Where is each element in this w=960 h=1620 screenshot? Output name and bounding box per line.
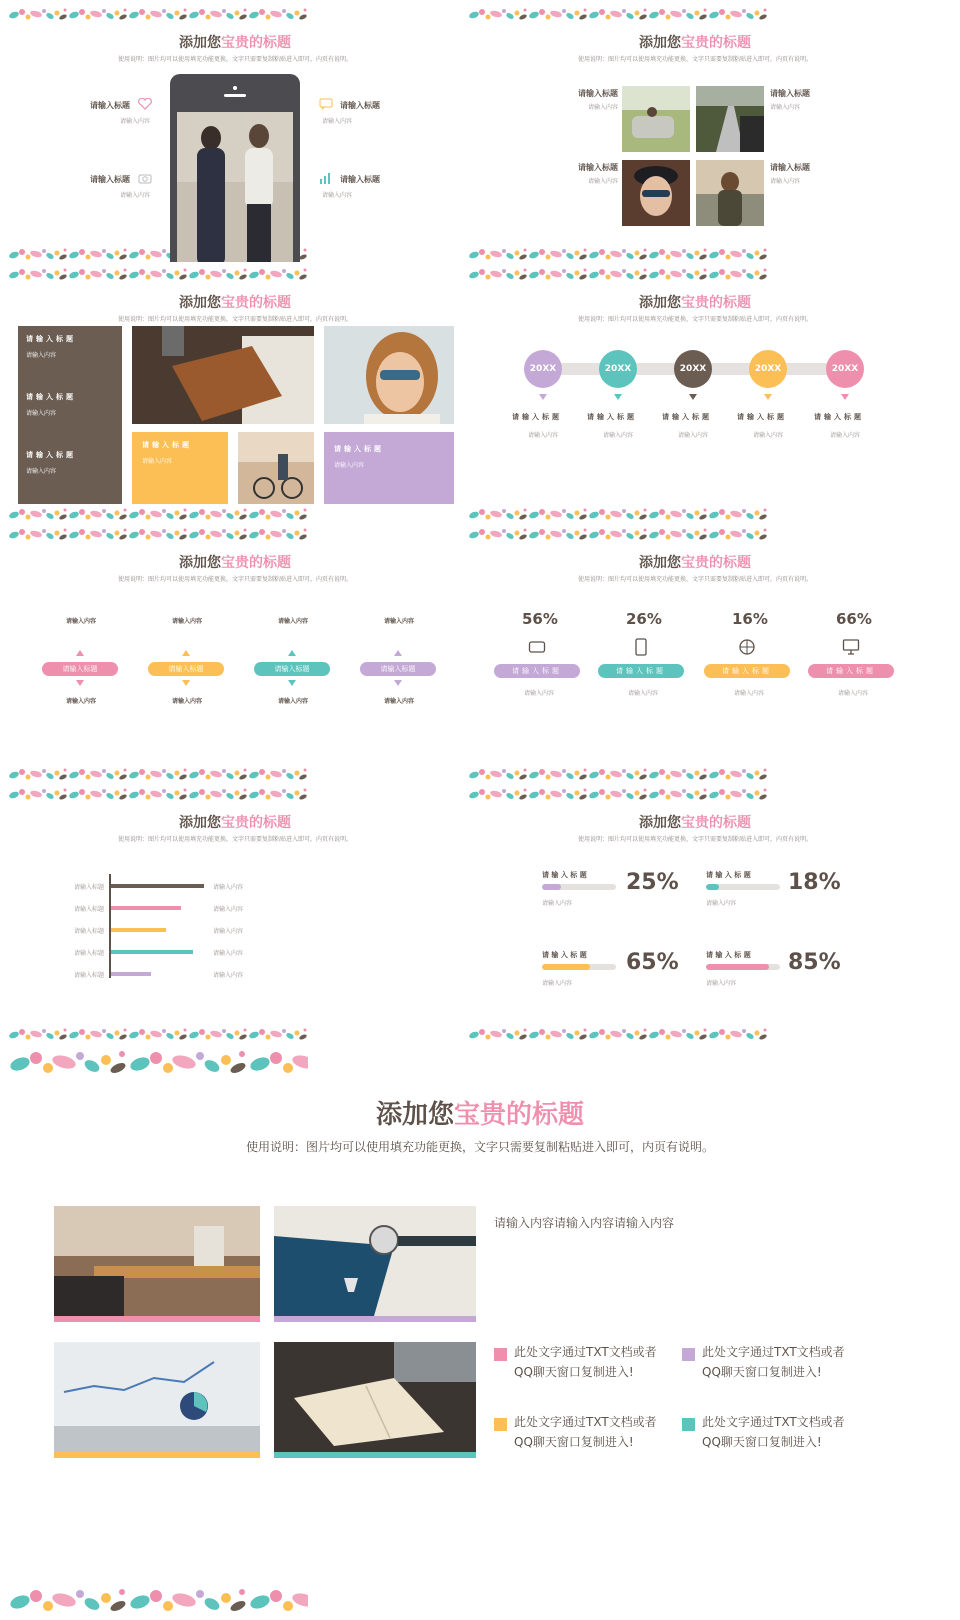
- slide-title: 添加您宝贵的标题: [639, 555, 751, 571]
- legend-square-teal: [682, 1418, 695, 1431]
- slide-3-color-blocks: [8, 266, 462, 522]
- yellow-block-content: 请输入内容: [142, 458, 173, 465]
- camera-icon: [138, 172, 152, 184]
- slide-title: 添加您宝贵的标题: [639, 35, 751, 51]
- floral-border-bottom: [468, 1026, 768, 1042]
- block-label-3: 请输入标题: [26, 451, 76, 459]
- stat-percent-3: 65%: [626, 950, 679, 975]
- purple-text-block: [324, 432, 454, 504]
- stat-fill-4: [706, 964, 769, 970]
- pill-pointer-down-3: [288, 680, 296, 686]
- legend-square-purple: [682, 1348, 695, 1361]
- phone-camera: [233, 86, 237, 90]
- timeline-label-4: 请输入标题: [737, 413, 787, 421]
- floral-border-top: [8, 6, 308, 22]
- slide-title: 添加您宝贵的标题: [639, 815, 751, 831]
- photo-label-2: 请输入标题: [770, 89, 810, 98]
- feature-content-2: 请输入内容: [120, 192, 151, 199]
- timeline-pointer-3: [689, 394, 697, 400]
- brown-text-block: [18, 326, 122, 504]
- timeline-label-3: 请输入标题: [662, 413, 712, 421]
- pill-top-content-4: 请输入内容: [384, 618, 415, 625]
- pill-label-4: 请输入标题: [360, 662, 436, 676]
- photo-content-4: 请输入内容: [770, 178, 801, 185]
- photo-bicycle: [238, 432, 314, 504]
- slide-subtitle: 使用说明：图片均可以使用填充功能更换，文字只需要复制粘贴进入即可，内页有说明。: [117, 836, 352, 843]
- floral-border-top: [8, 1046, 308, 1078]
- timeline-content-3: 请输入内容: [678, 432, 709, 439]
- slide-subtitle: 使用说明：图片均可以使用填充功能更换，文字只需要复制粘贴进入即可，内页有说明。: [117, 316, 352, 323]
- feature-label-3: 请输入标题: [340, 101, 380, 110]
- feature-content-1: 请输入内容: [120, 118, 151, 125]
- photo-woman-sunglasses: [622, 160, 690, 226]
- content-text: 请输入内容请输入内容请输入内容: [494, 1216, 675, 1230]
- floral-border-top: [8, 786, 308, 802]
- photo-notebook-desk: [274, 1342, 476, 1458]
- floral-border-top: [468, 6, 768, 22]
- pill-pointer-up-1: [76, 650, 84, 656]
- timeline-node-2: 20XX: [599, 350, 637, 388]
- phone-speaker: [224, 94, 246, 97]
- legend-square-pink: [494, 1348, 507, 1361]
- yellow-text-block: [132, 432, 228, 504]
- timeline-node-5: 20XX: [826, 350, 864, 388]
- floral-border-bottom: [468, 246, 768, 262]
- timeline-label-5: 请输入标题: [814, 413, 864, 421]
- legend-square-yellow: [494, 1418, 507, 1431]
- stat-track-3: [542, 964, 616, 970]
- bar-axis: [109, 874, 111, 978]
- stat-content-1: 请输入内容: [542, 900, 573, 907]
- stat-track-4: [706, 964, 780, 970]
- purple-block-content: 请输入内容: [334, 462, 365, 469]
- device-label-3: 请输入标题: [704, 664, 790, 678]
- bar-label-4: 请输入标题: [74, 950, 105, 957]
- device-label-2: 请输入标题: [598, 664, 684, 678]
- bar-label-3: 请输入标题: [74, 928, 105, 935]
- pill-bottom-content-2: 请输入内容: [172, 698, 203, 705]
- photo-leather-notebook: [132, 326, 314, 424]
- photo-content-2: 请输入内容: [770, 104, 801, 111]
- floral-border-bottom: [8, 1026, 308, 1042]
- legend-text-2-line1: 此处文字通过TXT文档或者: [702, 1345, 845, 1359]
- stat-track-2: [706, 884, 780, 890]
- floral-border-bottom: [8, 766, 308, 782]
- stat-content-4: 请输入内容: [706, 980, 737, 987]
- stat-percent-1: 25%: [626, 870, 679, 895]
- slide-subtitle: 使用说明：图片均可以使用填充功能更换，文字只需要复制粘贴进入即可，内页有说明。: [577, 576, 812, 583]
- device-percent-1: 56%: [522, 610, 558, 628]
- device-percent-4: 66%: [836, 610, 872, 628]
- pill-bottom-content-3: 请输入内容: [278, 698, 309, 705]
- pill-pointer-down-2: [182, 680, 190, 686]
- slide-title: 添加您宝贵的标题: [179, 295, 291, 311]
- bar-label-1: 请输入标题: [74, 884, 105, 891]
- photo-road: [696, 86, 764, 152]
- pill-pointer-up-2: [182, 650, 190, 656]
- legend-text-3-line1: 此处文字通过TXT文档或者: [514, 1415, 657, 1429]
- pill-pointer-up-3: [288, 650, 296, 656]
- floral-border-bottom: [468, 766, 768, 782]
- slide-title: 添加您宝贵的标题: [179, 555, 291, 571]
- stat-percent-4: 85%: [788, 950, 841, 975]
- slide-4-timeline: [468, 266, 922, 522]
- bar-5: [111, 972, 151, 976]
- photo-content-1: 请输入内容: [588, 104, 619, 111]
- slide-title: 添加您宝贵的标题: [375, 1100, 585, 1130]
- stat-content-2: 请输入内容: [706, 900, 737, 907]
- device-content-4: 请输入内容: [838, 690, 869, 697]
- slide-8-progress-stats: [468, 786, 922, 1042]
- stat-content-3: 请输入内容: [542, 980, 573, 987]
- block-content-2: 请输入内容: [26, 410, 57, 417]
- timeline-label-1: 请输入标题: [512, 413, 562, 421]
- timeline-content-2: 请输入内容: [603, 432, 634, 439]
- pill-bottom-content-4: 请输入内容: [384, 698, 415, 705]
- floral-border-top: [468, 526, 768, 542]
- timeline-node-1: 20XX: [524, 350, 562, 388]
- device-percent-3: 16%: [732, 610, 768, 628]
- timeline-content-1: 请输入内容: [528, 432, 559, 439]
- bar-1: [111, 884, 204, 888]
- pill-label-2: 请输入标题: [148, 662, 224, 676]
- bar-content-2: 请输入内容: [213, 906, 244, 913]
- floral-border-top: [8, 526, 308, 542]
- feature-label-2: 请输入标题: [90, 175, 130, 184]
- block-content-1: 请输入内容: [26, 352, 57, 359]
- photo-tie-watch: [274, 1206, 476, 1322]
- photo-woman-sunglasses-2: [324, 326, 454, 424]
- pill-bottom-content-1: 请输入内容: [66, 698, 97, 705]
- photo-label-4: 请输入标题: [770, 163, 810, 172]
- slide-9-large-gallery: [8, 1046, 952, 1616]
- floral-border-bottom: [8, 1584, 308, 1616]
- stat-label-1: 请 输 入 标 题: [542, 871, 587, 879]
- device-label-4: 请输入标题: [808, 664, 894, 678]
- chat-icon: [319, 98, 333, 110]
- slide-6-device-stats: [468, 526, 922, 782]
- timeline-label-2: 请输入标题: [587, 413, 637, 421]
- block-label-2: 请输入标题: [26, 393, 76, 401]
- slide-subtitle: 使用说明：图片均可以使用填充功能更换，文字只需要复制粘贴进入即可，内页有说明。: [577, 316, 812, 323]
- slide-7-bar-list: [8, 786, 462, 1042]
- stat-fill-2: [706, 884, 719, 890]
- bar-content-5: 请输入内容: [213, 972, 244, 979]
- phone-mockup: [170, 74, 300, 262]
- feature-label-1: 请输入标题: [90, 101, 130, 110]
- slide-subtitle: 使用说明：图片均可以使用填充功能更换，文字只需要复制粘贴进入即可，内页有说明。: [117, 56, 352, 63]
- stat-track-1: [542, 884, 616, 890]
- bar-label-5: 请输入标题: [74, 972, 105, 979]
- device-content-1: 请输入内容: [524, 690, 555, 697]
- timeline-content-5: 请输入内容: [830, 432, 861, 439]
- feature-content-4: 请输入内容: [322, 192, 353, 199]
- photo-woman-lake: [696, 160, 764, 226]
- slide-5-pill-labels: [8, 526, 462, 782]
- feature-label-4: 请输入标题: [340, 175, 380, 184]
- stat-percent-2: 18%: [788, 870, 841, 895]
- stat-fill-1: [542, 884, 561, 890]
- bar-4: [111, 950, 193, 954]
- slide-2-photo-grid: [468, 6, 922, 262]
- bar-content-1: 请输入内容: [213, 884, 244, 891]
- pill-pointer-up-4: [394, 650, 402, 656]
- pill-pointer-down-4: [394, 680, 402, 686]
- slide-subtitle: 使用说明：图片均可以使用填充功能更换，文字只需要复制粘贴进入即可，内页有说明。: [117, 576, 352, 583]
- device-label-1: 请输入标题: [494, 664, 580, 678]
- bar-3: [111, 928, 166, 932]
- device-content-2: 请输入内容: [628, 690, 659, 697]
- timeline-node-4: 20XX: [749, 350, 787, 388]
- photo-content-3: 请输入内容: [588, 178, 619, 185]
- timeline-node-3: 20XX: [674, 350, 712, 388]
- stat-label-3: 请 输 入 标 题: [542, 951, 587, 959]
- bar-content-4: 请输入内容: [213, 950, 244, 957]
- phone-screen-photo: [177, 112, 293, 262]
- slide-title: 添加您宝贵的标题: [639, 295, 751, 311]
- floral-border-bottom: [8, 506, 308, 522]
- bar-2: [111, 906, 181, 910]
- legend-text-4-line1: 此处文字通过TXT文档或者: [702, 1415, 845, 1429]
- stat-label-2: 请 输 入 标 题: [706, 871, 751, 879]
- slide-title: 添加您宝贵的标题: [179, 815, 291, 831]
- pill-top-content-1: 请输入内容: [66, 618, 97, 625]
- device-percent-2: 26%: [626, 610, 662, 628]
- pill-top-content-2: 请输入内容: [172, 618, 203, 625]
- legend-text-3-line2: QQ聊天窗口复制进入!: [514, 1435, 634, 1449]
- legend-text-1-line1: 此处文字通过TXT文档或者: [514, 1345, 657, 1359]
- photo-car-field: [622, 86, 690, 152]
- pill-top-content-3: 请输入内容: [278, 618, 309, 625]
- purple-block-label: 请输入标题: [334, 445, 384, 453]
- monitor-icon: [842, 638, 860, 656]
- legend-text-4-line2: QQ聊天窗口复制进入!: [702, 1435, 822, 1449]
- tablet-landscape-icon: [528, 640, 546, 654]
- stat-fill-3: [542, 964, 590, 970]
- legend-text-2-line2: QQ聊天窗口复制进入!: [702, 1365, 822, 1379]
- photo-laptop-chart: [54, 1342, 260, 1458]
- floral-border-top: [468, 266, 768, 282]
- heart-icon: [138, 98, 152, 110]
- timeline-pointer-4: [764, 394, 772, 400]
- bar-label-2: 请输入标题: [74, 906, 105, 913]
- photo-label-1: 请输入标题: [578, 89, 618, 98]
- slide-1-phone-features: [8, 6, 462, 262]
- stat-label-4: 请 输 入 标 题: [706, 951, 751, 959]
- feature-content-3: 请输入内容: [322, 118, 353, 125]
- pill-pointer-down-1: [76, 680, 84, 686]
- slide-title: 添加您宝贵的标题: [179, 35, 291, 51]
- bar-content-3: 请输入内容: [213, 928, 244, 935]
- timeline-pointer-2: [614, 394, 622, 400]
- timeline-pointer-5: [841, 394, 849, 400]
- floral-border-bottom: [468, 506, 768, 522]
- phone-icon: [634, 638, 648, 656]
- floral-border-top: [8, 266, 308, 282]
- device-content-3: 请输入内容: [734, 690, 765, 697]
- block-label-1: 请输入标题: [26, 335, 76, 343]
- timeline-content-4: 请输入内容: [753, 432, 784, 439]
- slide-subtitle: 使用说明：图片均可以使用填充功能更换，文字只需要复制粘贴进入即可，内页有说明。: [577, 56, 812, 63]
- floral-border-top: [468, 786, 768, 802]
- slide-subtitle: 使用说明：图片均可以使用填充功能更换，文字只需要复制粘贴进入即可，内页有说明。: [245, 1140, 714, 1154]
- block-content-3: 请输入内容: [26, 468, 57, 475]
- photo-label-3: 请输入标题: [578, 163, 618, 172]
- yellow-block-label: 请输入标题: [142, 441, 192, 449]
- pill-label-1: 请输入标题: [42, 662, 118, 676]
- legend-text-1-line2: QQ聊天窗口复制进入!: [514, 1365, 634, 1379]
- slide-subtitle: 使用说明：图片均可以使用填充功能更换，文字只需要复制粘贴进入即可，内页有说明。: [577, 836, 812, 843]
- pill-label-3: 请输入标题: [254, 662, 330, 676]
- photo-restaurant-table: [54, 1206, 260, 1322]
- globe-icon: [738, 638, 756, 656]
- bar-chart-icon: [319, 172, 333, 184]
- timeline-pointer-1: [539, 394, 547, 400]
